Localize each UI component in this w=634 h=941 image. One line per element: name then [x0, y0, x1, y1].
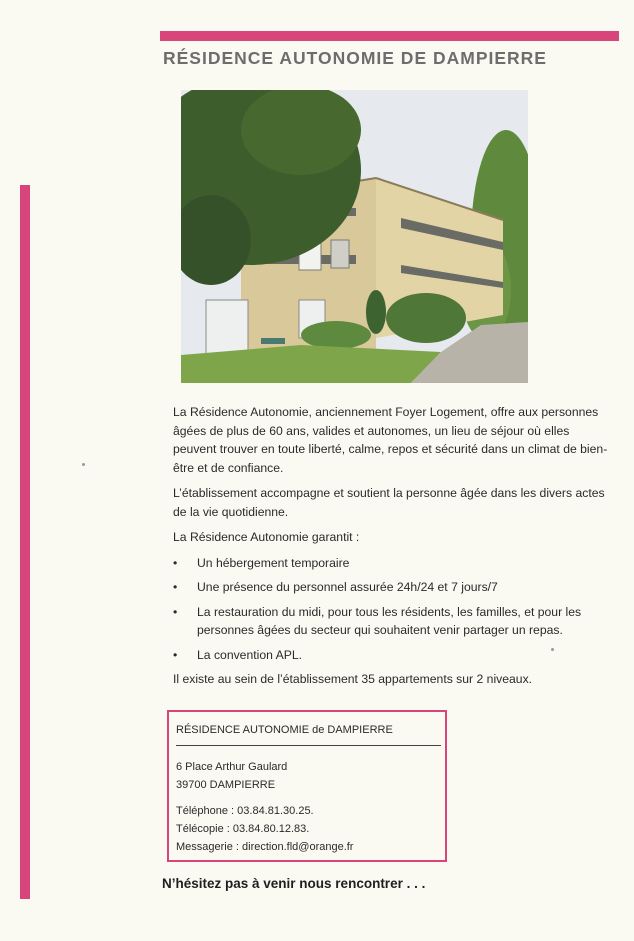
email-line: Messagerie : direction.fld@orange.fr	[176, 841, 354, 853]
list-item: • La restauration du midi, pour tous les résidents, les familles, et pour les personnes âgées du secteur qui souhaitent venir partager un repas.	[173, 603, 613, 640]
paper-speck	[551, 648, 554, 651]
residence-photo	[181, 90, 528, 383]
top-accent-bar	[160, 31, 619, 41]
address-line: 39700 DAMPIERRE	[176, 779, 276, 791]
paper-speck	[82, 463, 85, 466]
list-item: • Une présence du personnel assurée 24h/24 et 7 jours/7	[173, 578, 613, 597]
phone-line: Téléphone : 03.84.81.30.25.	[176, 805, 314, 817]
guarantee-list	[173, 554, 613, 665]
contact-org-name: RÉSIDENCE AUTONOMIE de DAMPIERRE	[176, 724, 393, 736]
list-item: • La convention APL.	[173, 646, 613, 665]
contact-address	[176, 758, 287, 794]
contact-divider	[176, 745, 441, 746]
intro-paragraph: La Résidence Autonomie, anciennement Foyer Logement, offre aux personnes âgées de plus de 60 ans, valides et autonomes, un lieu de séjour où elles peuvent trouver en toute liberté, calme, repos et sécurité dans un climat de bien-être et de confiance.	[173, 405, 608, 475]
description-section	[173, 403, 613, 696]
side-accent-bar	[20, 185, 30, 899]
guarantee-intro: La Résidence Autonomie garantit :	[173, 530, 360, 544]
contact-box	[167, 710, 447, 862]
contact-details	[176, 802, 353, 856]
support-paragraph: L’établissement accompagne et soutient la personne âgée dans les divers actes de la vie quotidienne.	[173, 486, 605, 519]
address-line: 6 Place Arthur Gaulard	[176, 761, 288, 773]
footer-tagline: N’hésitez pas à venir nous rencontrer . . .	[162, 876, 426, 891]
page-title: RÉSIDENCE AUTONOMIE DE DAMPIERRE	[163, 48, 547, 68]
list-item: • Un hébergement temporaire	[173, 554, 613, 573]
closing-paragraph: Il existe au sein de l’établissement 35 appartements sur 2 niveaux.	[173, 672, 533, 686]
fax-line: Télécopie : 03.84.80.12.83.	[176, 823, 310, 835]
